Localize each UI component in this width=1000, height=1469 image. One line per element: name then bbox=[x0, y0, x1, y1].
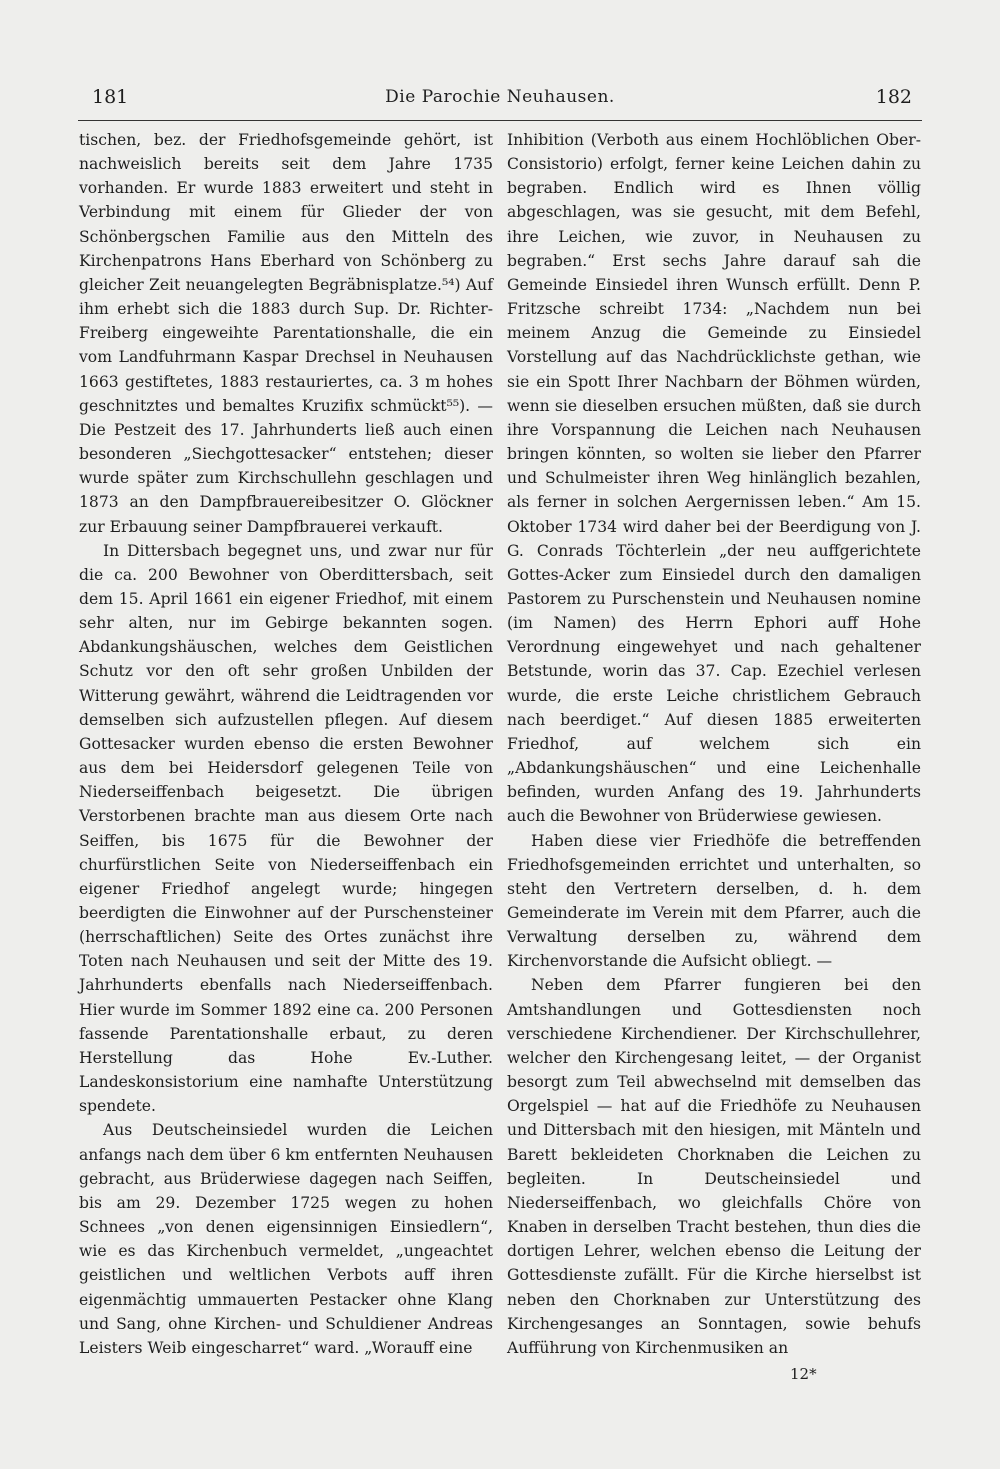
right-column bbox=[507, 128, 921, 1360]
paragraph: Neben dem Pfarrer fungieren bei den Amtshandlungen und Gottesdiensten noch verschiedene Kirchendiener. Der Kirchschullehrer, welcher den Kirchengesang leitet, — der Organist besorgt zum Teil abwechselnd mit demselben das Orgelspiel — hat auf die Friedhöfe zu Neuhausen und Dittersbach mit den hiesigen, mit Mänteln und Barett bekleideten Chorknaben die Leichen zu begleiten. In Deutscheinsiedel und Niederseiffenbach, wo gleichfalls Chöre von Knaben in derselben Tracht bestehen, thun dies die dortigen Lehrer, welchen ebenso die Leitung der Gottesdienste zufällt. Für die Kirche hierselbst ist neben den Chorknaben zur Unterstützung des Kirchengesanges an Sonntagen, sowie behufs Aufführung von Kirchenmusiken an bbox=[507, 976, 921, 1357]
paragraph: Haben diese vier Friedhöfe die betreffenden Friedhofsgemeinden errichtet und unterhalten, so steht den Vertretern derselben, d. h. dem Gemeinderate im Verein mit dem Pfarrer, auch die Verwaltung derselben zu, während dem Kirchenvorstande die Aufsicht obliegt. — bbox=[507, 831, 921, 971]
running-title: Die Parochie Neuhausen. bbox=[385, 87, 615, 107]
paragraph: Inhibition (Verboth aus einem Hochlöblichen Ober-Consistorio) erfolgt, ferner keine Leichen dahin zu begraben. Endlich wird es Ihnen völlig abgeschlagen, was sie gesucht, mit dem Befehl, ihre Leichen, wie zuvor, in Neuhausen zu begraben.“ Erst sechs Jahre darauf sah die Gemeinde Einsiedel ihren Wunsch erfüllt. Denn P. Fritzsche schreibt 1734: „Nachdem nun bei meinem Anzug die Gemeinde zu Einsiedel Vorstellung auf das Nachdrücklichste gethan, wie sie ein Spott Ihrer Nachbarn der Böhmen würden, wenn sie dieselben ersuchen müßten, daß sie durch ihre Vorspannung die Leichen nach Neuhausen bringen könnten, so wolten sie lieber den Pfarrer und Schulmeister ihren Weg hinlänglich bezahlen, als ferner in solchen Aergernissen leben.“ Am 15. Oktober 1734 wird daher bei der Beerdigung von J. G. Conrads Töchterlein „der neu auffgerichtete Gottes-Acker zum Einsiedel durch den damaligen Pastorem zu Purschenstein und Neuhausen nomine (im Namen) des Herrn Ephori auff Hohe Verordnung eingewehyet und nach gehaltener Betstunde, worin das 37. Cap. Ezechiel verlesen wurde, die erste Leiche christlichem Gebrauch nach beerdiget.“ Auf diesen 1885 erweiterten Friedhof, auf welchem sich ein „Abdankungshäuschen“ und eine Leichenhalle befinden, wurden Anfang des 19. Jahrhunderts auch die Bewohner von Brüderwiese gewiesen. bbox=[507, 131, 921, 826]
page-header bbox=[78, 86, 922, 121]
paragraph: In Dittersbach begegnet uns, und zwar nur für die ca. 200 Bewohner von Oberdittersbach, seit dem 15. April 1661 ein eigener Friedhof, mit einem sehr alten, nur im Gebirge bekannten sogen. Abdankungshäuschen, welches dem Geistlichen Schutz vor den oft sehr großen Unbilden der Witterung gewährt, während die Leidtragenden vor demselben sich aufzustellen pflegen. Auf diesem Gottesacker wurden ebenso die ersten Bewohner aus dem bei Heidersdorf gelegenen Teile von Niederseiffenbach beigesetzt. Die übrigen Verstorbenen brachte man aus diesem Orte nach Seiffen, bis 1675 für die Bewohner der churfürstlichen Seite von Niederseiffenbach ein eigener Friedhof angelegt wurde; hingegen beerdigten die Einwohner auf der Purschensteiner (herrschaftlichen) Seite des Ortes zunächst ihre Toten nach Neuhausen und seit der Mitte des 19. Jahrhunderts ebenfalls nach Niederseiffenbach. Hier wurde im Sommer 1892 eine ca. 200 Personen fassende Parentationshalle erbaut, zu deren Herstellung das Hohe Ev.-Luther. Landeskonsistorium eine namhafte Unterstützung spendete. bbox=[79, 541, 493, 1116]
paragraph: tischen, bez. der Friedhofsgemeinde gehört, ist nachweislich bereits seit dem Jahre 1735 vorhanden. Er wurde 1883 erweitert und steht in Verbindung mit einem für Glieder der von Schönbergschen Familie aus den Mitteln des Kirchenpatrons Hans Eberhard von Schönberg zu gleicher Zeit neuangelegten Begräbnisplatze.⁵⁴) Auf ihm erhebt sich die 1883 durch Sup. Dr. Richter-Freiberg eingeweihte Parentationshalle, die ein vom Landfuhrmann Kaspar Drechsel in Neuhausen 1663 gestiftetes, 1883 restauriertes, ca. 3 m hohes geschnitztes und bemaltes Kruzifix schmückt⁵⁵). — Die Pestzeit des 17. Jahrhunderts ließ auch einen besonderen „Siechgottesacker“ entstehen; dieser wurde später zum Kirchschullehn geschlagen und 1873 an den Dampfbrauereibesitzer O. Glöckner zur Erbauung seiner Dampfbrauerei verkauft. bbox=[79, 131, 493, 536]
page-number-left: 181 bbox=[92, 86, 129, 108]
page-number-right: 182 bbox=[875, 86, 912, 108]
paragraph: Aus Deutscheinsiedel wurden die Leichen anfangs nach dem über 6 km entfernten Neuhausen gebracht, aus Brüderwiese dagegen nach Seiffen, bis am 29. Dezember 1725 wegen zu hohen Schnees „von denen eigensinnigen Einsiedlern“, wie es das Kirchenbuch vermeldet, „ungeachtet geistlichen und weltlichen Verbots auff ihren eigenmächtig ummauerten Pestacker ohne Klang und Sang, ohne Kirchen- und Schuldiener Andreas Leisters Weib eingescharret“ ward. „Worauff eine bbox=[79, 1121, 493, 1357]
signature-mark: 12* bbox=[790, 1365, 817, 1383]
left-column bbox=[79, 128, 493, 1360]
